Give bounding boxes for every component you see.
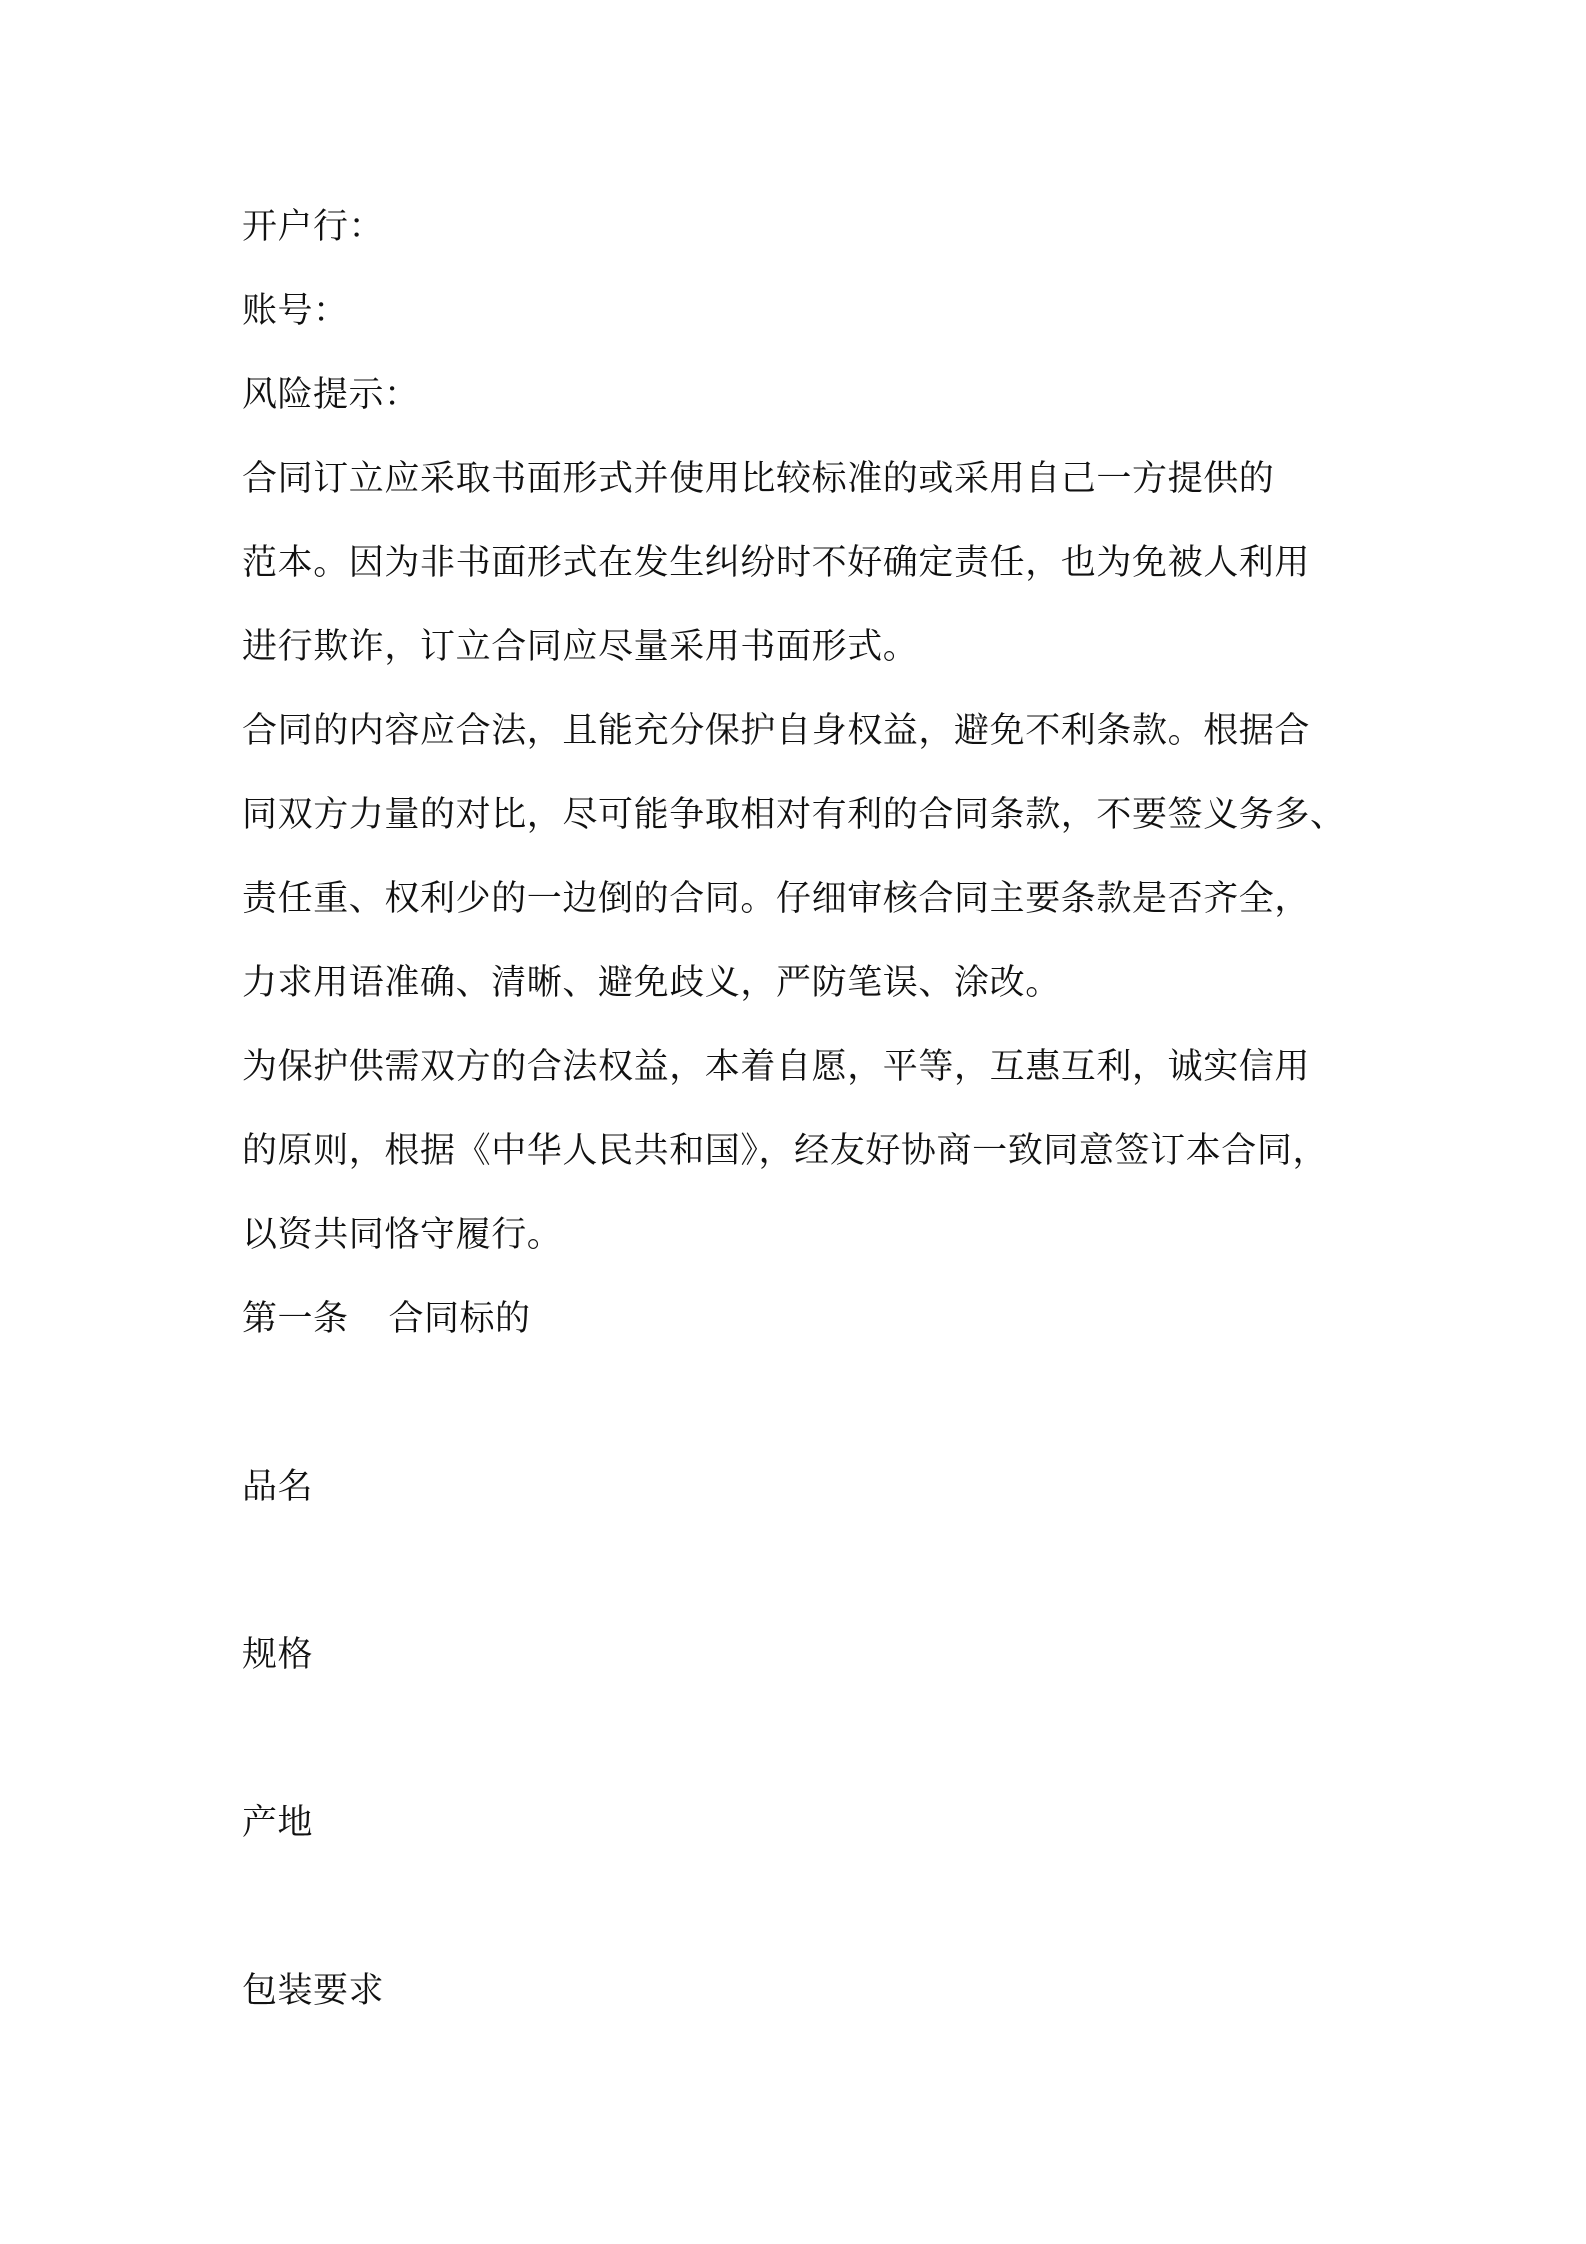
article-1-title: 合同标的 [388,1299,531,1339]
field-product-name: 品名 [242,1467,314,1507]
risk-paragraph-1 [242,437,1372,689]
risk-paragraph-1-line: 范本。因为非书面形式在发生纠纷时不好确定责任，也为免被人利用 [242,543,1311,583]
risk-paragraph-2-line: 力求用语准确、清晰、避免歧义，严防笔误、涂改。 [242,963,1061,1003]
risk-paragraph-1-line: 合同订立应采取书面形式并使用比较标准的或采用自己一方提供的 [242,459,1275,499]
intro-paragraph-line: 为保护供需双方的合法权益，本着自愿，平等，互惠互利，诚实信用 [242,1047,1311,1087]
account-label: 账号： [242,291,349,331]
article-1-number: 第一条 [242,1299,349,1339]
risk-paragraph-2-line: 同双方力量的对比，尽可能争取相对有利的合同条款，不要签义务多、 [242,795,1346,835]
risk-paragraph-2-line: 责任重、权利少的一边倒的合同。仔细审核合同主要条款是否齐全， [242,879,1311,919]
bank-label: 开户行： [242,207,385,247]
article-1-heading [242,1298,531,1340]
risk-paragraph-1-line: 进行欺诈，订立合同应尽量采用书面形式。 [242,627,919,667]
risk-paragraph-2 [242,689,1372,1025]
field-packaging: 包装要求 [242,1971,385,2011]
field-spec: 规格 [242,1635,314,1675]
risk-title: 风险提示： [242,375,420,415]
intro-paragraph-line: 以资共同恪守履行。 [242,1215,563,1255]
risk-paragraph-2-line: 合同的内容应合法，且能充分保护自身权益，避免不利条款。根据合 [242,711,1311,751]
field-origin: 产地 [242,1803,314,1843]
intro-paragraph [242,1025,1372,1277]
intro-paragraph-line: 的原则，根据《中华人民共和国》，经友好协商一致同意签订本合同， [242,1131,1329,1171]
